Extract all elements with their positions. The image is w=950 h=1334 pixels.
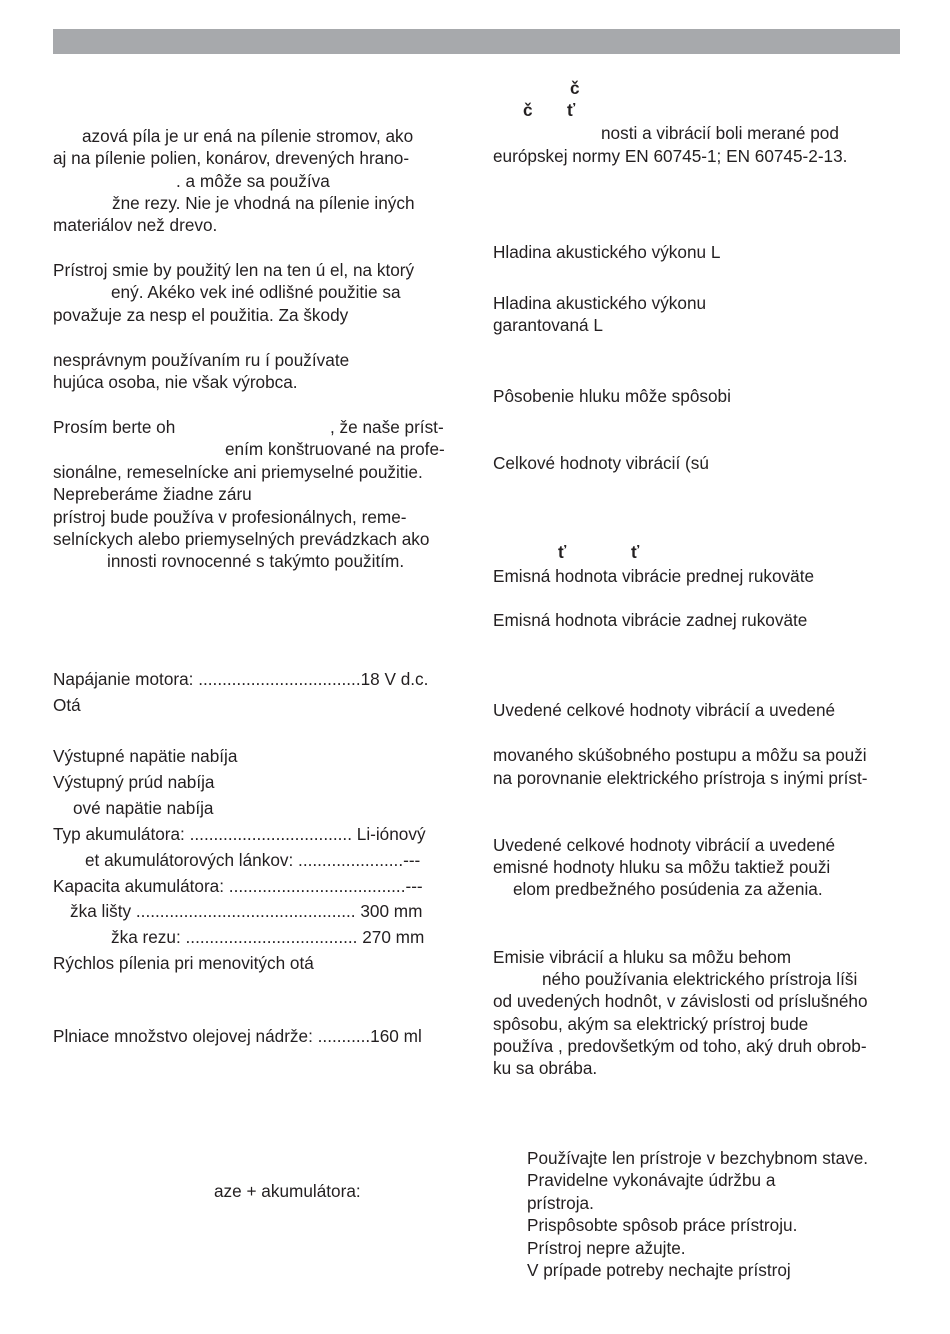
spec-charger-input: ové napätie nabíja: [73, 798, 214, 818]
emissions-line: používa , predovšetkým od toho, aký druh obrob-: [493, 1036, 867, 1056]
list-item: Používajte len prístroje v bezchybnom stave.: [527, 1148, 869, 1168]
intended-use-line: aj na pílenie polien, konárov, drevených hrano-: [53, 148, 410, 168]
vibration-front-handle: Emisná hodnota vibrácie prednej rukoväte: [493, 566, 815, 586]
emissions-line: spôsobu, akým sa elektrický prístroj bude: [493, 1014, 809, 1034]
usage-line: považuje za nesp el použitia. Za škody: [53, 305, 349, 325]
usage-line: hujúca osoba, nie však výrobca.: [53, 372, 298, 392]
guaranteed-sound-power: garantovaná L: [493, 315, 603, 335]
note-line: Nepreberáme žiadne záru: [53, 484, 252, 504]
heading-glyph: č: [570, 78, 580, 98]
note-line: selníckych alebo priemyselných prevádzkach ako: [53, 529, 430, 549]
spec-bar-length: žka lišty .............................................. 300 mm: [70, 901, 423, 921]
header-bar: [53, 29, 900, 54]
spec-cutting-speed: Rýchlos pílenia pri menovitých otá: [53, 953, 314, 973]
declared-values-line: na porovnanie elektrického prístroja s inými príst-: [493, 768, 868, 788]
list-item: V prípade potreby nechajte prístroj: [527, 1260, 791, 1280]
declared-values-2-line: elom predbežného posúdenia za aženia.: [513, 879, 823, 899]
spec-cut-length: žka rezu: .................................... 270 mm: [111, 927, 425, 947]
declared-values-2-line: Uvedené celkové hodnoty vibrácií a uvedené: [493, 835, 836, 855]
note-line: sionálne, remeselnícke ani priemyselné použitie.: [53, 462, 423, 482]
emissions-line: od uvedených hodnôt, v závislosti od príslušného: [493, 991, 868, 1011]
note-line: , že naše príst-: [330, 417, 444, 437]
list-item: Prispôsobte spôsob práce prístroju.: [527, 1215, 798, 1235]
intended-use-line: azová píla je ur ená na pílenie stromov, ako: [82, 126, 414, 146]
declared-values-line: movaného skúšobného postupu a môžu sa použi: [493, 745, 867, 765]
heading-glyph: č: [523, 100, 533, 120]
intended-use-line: žne rezy. Nie je vhodná na pílenie iných: [112, 193, 415, 213]
spec-battery-type: Typ akumulátora: .................................. Li-iónový: [53, 824, 426, 844]
declared-values-line: Uvedené celkové hodnoty vibrácií a uvedené: [493, 700, 836, 720]
heading-glyph: ť: [558, 542, 567, 562]
usage-line: ený. Akéko vek iné odlišné použitie sa: [111, 282, 401, 302]
usage-line: Prístroj smie by použitý len na ten ú el, na ktorý: [53, 260, 415, 280]
list-item: Pravidelne vykonávajte údržbu a: [527, 1170, 776, 1190]
measurement-intro-line: nosti a vibrácií boli merané pod: [601, 123, 839, 143]
vibration-total: Celkové hodnoty vibrácií (sú: [493, 453, 709, 473]
spec-oil-tank: Plniace množstvo olejovej nádrže: ...........160 ml: [53, 1026, 422, 1046]
emissions-line: Emisie vibrácií a hluku sa môžu behom: [493, 947, 792, 967]
spec-charger-voltage: Výstupné napätie nabíja: [53, 746, 238, 766]
usage-line: nesprávnym používaním ru í používate: [53, 350, 350, 370]
vibration-rear-handle: Emisná hodnota vibrácie zadnej rukoväte: [493, 610, 808, 630]
note-line: prístroj bude používa v profesionálnych, reme-: [53, 507, 407, 527]
sound-power-level: Hladina akustického výkonu L: [493, 242, 721, 262]
intended-use-line: . a môže sa používa: [176, 171, 330, 191]
heading-glyph: ť: [631, 542, 640, 562]
note-line: ením konštruované na profe-: [225, 439, 445, 459]
spec-cell-count: et akumulátorových lánkov: ......................---: [85, 850, 421, 870]
note-line: Prosím berte oh: [53, 417, 176, 437]
emissions-line: ku sa obrába.: [493, 1058, 598, 1078]
intended-use-line: materiálov než drevo.: [53, 215, 218, 235]
noise-warning: Pôsobenie hluku môže spôsobi: [493, 386, 731, 406]
spec-motor-supply: Napájanie motora: ..................................18 V d.c.: [53, 669, 429, 689]
spec-charger-current: Výstupný prúd nabíja: [53, 772, 215, 792]
heading-glyph: ť: [567, 100, 576, 120]
emissions-line: ného používania elektrického prístroja líši: [542, 969, 858, 989]
measurement-intro-line: európskej normy EN 60745-1; EN 60745-2-13.: [493, 146, 848, 166]
list-item: Prístroj nepre ažujte.: [527, 1238, 686, 1258]
spec-rotation: Otá: [53, 695, 81, 715]
note-line: innosti rovnocenné s takýmto použitím.: [107, 551, 405, 571]
guaranteed-sound-power: Hladina akustického výkonu: [493, 293, 707, 313]
spec-weight: aze + akumulátora:: [214, 1181, 361, 1201]
list-item: prístroja.: [527, 1193, 594, 1213]
declared-values-2-line: emisné hodnoty hluku sa môžu taktiež použi: [493, 857, 831, 877]
spec-battery-capacity: Kapacita akumulátora: .....................................---: [53, 876, 423, 896]
